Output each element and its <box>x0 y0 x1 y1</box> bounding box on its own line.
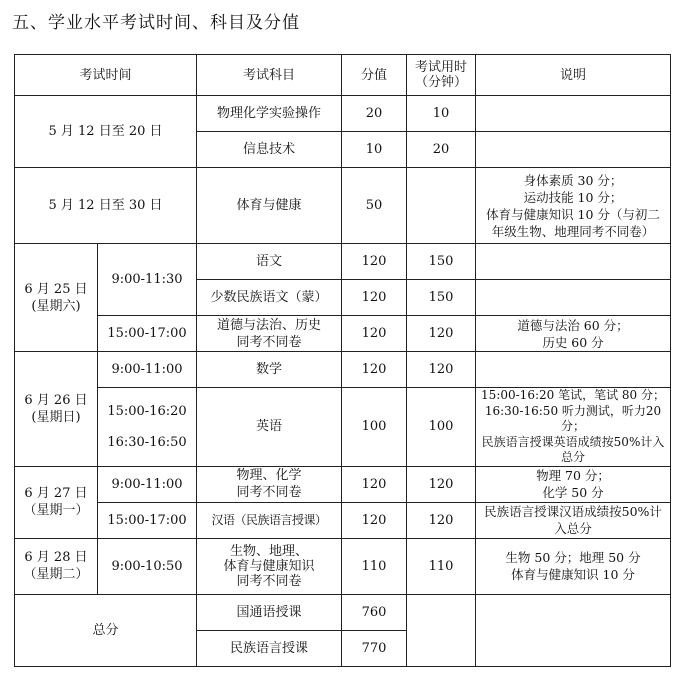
note-cell <box>476 280 671 316</box>
subject-cell: 物理、化学 同考不同卷 <box>197 466 342 502</box>
score-cell: 20 <box>342 96 407 132</box>
subject-cell: 国通语授课 <box>197 594 342 630</box>
score-cell: 120 <box>342 466 407 502</box>
note-cell: 生物 50 分；地理 50 分 体育与健康知识 10 分 <box>476 538 671 594</box>
time-slot-written: 15:00-16:20 <box>107 403 187 419</box>
table-row <box>15 594 671 630</box>
time-cell: 9:00-11:30 <box>98 244 197 316</box>
duration-cell: 120 <box>407 316 476 352</box>
subject-cell: 民族语言授课 <box>197 630 342 666</box>
note-cell: 道德与法治 60 分； 历史 60 分 <box>476 316 671 352</box>
note-cell <box>476 244 671 280</box>
duration-cell: 110 <box>407 538 476 594</box>
note-cell <box>476 594 671 666</box>
subject-cell: 汉语（民族语言授课） <box>197 502 342 538</box>
note-cell <box>476 132 671 168</box>
subject-cell: 体育与健康 <box>197 168 342 244</box>
score-cell: 120 <box>342 352 407 388</box>
duration-cell: 10 <box>407 96 476 132</box>
duration-cell <box>407 594 476 666</box>
header-subject: 考试科目 <box>197 55 342 96</box>
subject-cell: 道德与法治、历史 同考不同卷 <box>197 316 342 352</box>
table-row <box>15 316 671 352</box>
subject-cell: 信息技术 <box>197 132 342 168</box>
table-row <box>15 96 671 132</box>
subject-cell: 少数民族语文（蒙） <box>197 280 342 316</box>
duration-cell <box>407 168 476 244</box>
time-cell: 9:00-10:50 <box>98 538 197 594</box>
table-row <box>15 168 671 244</box>
note-cell: 民族语言授课汉语成绩按50%计入总分 <box>476 502 671 538</box>
duration-cell: 20 <box>407 132 476 168</box>
header-score: 分值 <box>342 55 407 96</box>
score-cell: 10 <box>342 132 407 168</box>
document-title: 五、学业水平考试时间、科目及分值 <box>12 13 300 33</box>
score-cell: 120 <box>342 502 407 538</box>
subject-cell: 语文 <box>197 244 342 280</box>
total-label: 总分 <box>15 594 197 666</box>
header-exam-time: 考试时间 <box>15 55 197 96</box>
duration-cell: 120 <box>407 502 476 538</box>
score-cell: 100 <box>342 388 407 467</box>
score-cell: 50 <box>342 168 407 244</box>
table-row <box>15 352 671 388</box>
note-cell <box>476 96 671 132</box>
time-slot-listening: 16:30-16:50 <box>107 434 187 450</box>
date-cell: 6 月 25 日 (星期六) <box>15 244 98 352</box>
date-cell: 6 月 26 日 (星期日) <box>15 352 98 467</box>
note-cell <box>476 352 671 388</box>
subject-cell: 数学 <box>197 352 342 388</box>
date-cell: 5 月 12 日至 30 日 <box>15 168 197 244</box>
date-cell: 5 月 12 日至 20 日 <box>15 96 197 168</box>
subject-cell: 生物、地理、 体育与健康知识 同考不同卷 <box>197 538 342 594</box>
duration-cell: 100 <box>407 388 476 467</box>
duration-cell: 150 <box>407 280 476 316</box>
date-cell: 6 月 28 日 （星期二） <box>15 538 98 594</box>
duration-cell: 150 <box>407 244 476 280</box>
table-row <box>15 538 671 594</box>
note-cell: 物理 70 分； 化学 50 分 <box>476 466 671 502</box>
duration-cell: 120 <box>407 466 476 502</box>
note-cell: 身体素质 30 分； 运动技能 10 分； 体育与健康知识 10 分（与初二年级生物、地理同考不同卷） <box>476 168 671 244</box>
score-cell: 120 <box>342 244 407 280</box>
header-note: 说明 <box>476 55 671 96</box>
header-row <box>15 55 671 96</box>
score-cell: 120 <box>342 280 407 316</box>
date-cell: 6 月 27 日 （星期一） <box>15 466 98 538</box>
score-cell: 110 <box>342 538 407 594</box>
table-row <box>15 244 671 280</box>
table-row <box>15 388 671 467</box>
score-cell: 760 <box>342 594 407 630</box>
table-row <box>15 466 671 502</box>
score-cell: 770 <box>342 630 407 666</box>
duration-cell: 120 <box>407 352 476 388</box>
table-row <box>15 502 671 538</box>
note-cell: 15:00-16:20 笔试，笔试 80 分； 16:30-16:50 听力测试，听力20分； 民族语言授课英语成绩按50%计入总分 <box>476 388 671 467</box>
time-cell: 15:00-17:00 <box>98 502 197 538</box>
score-cell: 120 <box>342 316 407 352</box>
header-duration: 考试用时 （分钟） <box>407 55 476 96</box>
time-cell: 9:00-11:00 <box>98 466 197 502</box>
subject-cell: 英语 <box>197 388 342 467</box>
subject-cell: 物理化学实验操作 <box>197 96 342 132</box>
time-cell: 15:00-17:00 <box>98 316 197 352</box>
time-cell: 9:00-11:00 <box>98 352 197 388</box>
exam-schedule-table <box>14 54 671 667</box>
time-cell <box>98 388 197 467</box>
